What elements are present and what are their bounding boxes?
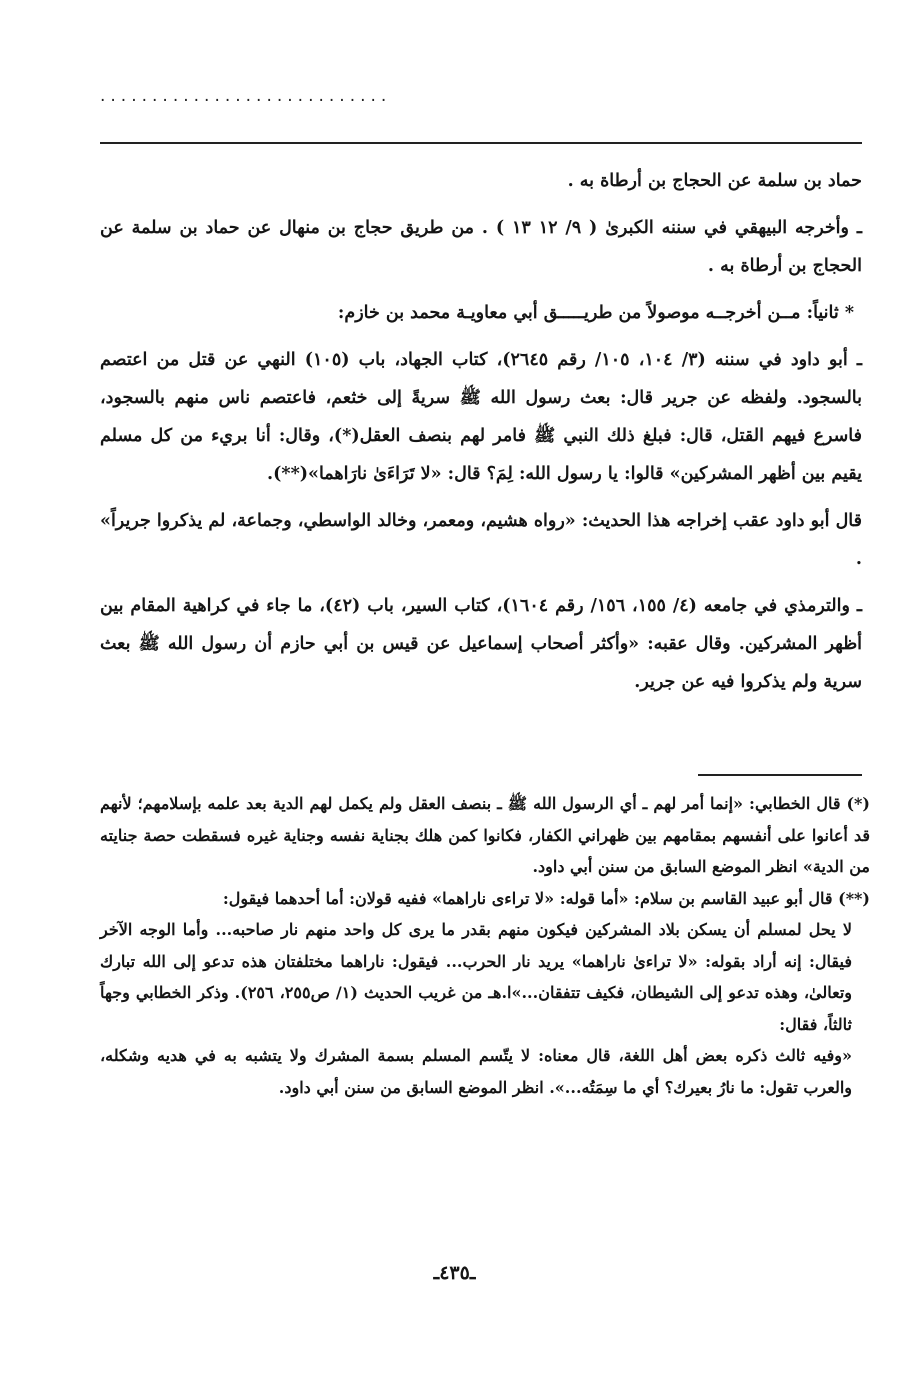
section-heading-second: * ثانياً: مــن أخرجــه موصولاً من طريـــــق أبي معاويـة محمد بن خازم: [337,303,854,323]
main-text [100,162,862,710]
footnote-2-third-view: «وفيه ثالث ذكره بعض أهل اللغة، قال معناه: لا يتّسم المسلم بسمة المشرك ولا يتشبه به في هديه وشكله، والعرب تقول: ما نارُ بعيرك؟ أي ما سِمَتُه...». انظر الموضع السابق من سنن أبي داود. [100,1046,852,1097]
footnote-rule [698,774,862,776]
paragraph-abu-dawud-comment: قال أبو داود عقب إخراجه هذا الحديث: «رواه هشيم، ومعمر، وخالد الواسطي، وجماعة، لم يذكروا جريراً» . [100,511,862,569]
header-ellipsis: ............................ [100,86,392,106]
paragraph-bayhaqi: ـ وأخرجه البيهقي في سننه الكبرىٰ ( ٩/ ١٢ ١٣ ) . من طريق حجاج بن منهال عن حماد بن سلمة عن الحجاج بن أرطاة به . [100,218,862,276]
paragraph-tirmidhi: ـ والترمذي في جامعه (٤/ ١٥٥، ١٥٦/ رقم ١٦٠٤)، كتاب السير، باب (٤٢)، ما جاء في كراهية المقام بين أظهر المشركين. وقال عقبه: «وأكثر أصحاب إسماعيل عن قيس بن أبي حازم أن رسول الله ﷺ بعث سرية ولم يذكروا فيه عن جرير. [100,596,862,692]
paragraph-abu-dawud: ـ أبو داود في سننه (٣/ ١٠٤، ١٠٥/ رقم ٢٦٤٥)، كتاب الجهاد، باب (١٠٥) النهي عن قتل من اعتصم بالسجود. ولفظه عن جرير قال: بعث رسول الله ﷺ سريةً إلى خثعم، فاعتصم ناس منهم بالسجود، فاسرع فيهم القتل، قال: فبلغ ذلك النبي ﷺ فامر لهم بنصف العقل(*)، وقال: أنا بريء من كل مسلم يقيم بين أظهر المشركين» قالوا: يا رسول الله: لِمَ؟ قال: «لا تَرَاءَىٰ نارَاهما»(**). [100,350,863,484]
footnote-2-intro: (**) قال أبو عبيد القاسم بن سلام: «أما قوله: «لا تراءى ناراهما» ففيه قولان: أما أحدهما فيقول: [222,888,870,908]
page-number: ـ٤٣٥ـ [433,1262,476,1284]
footnotes [100,788,870,1103]
header-rule [100,142,862,144]
paragraph-continuation: حماد بن سلمة عن الحجاج بن أرطاة به . [567,171,862,191]
footnote-1: (*) قال الخطابي: «إنما أمر لهم ـ أي الرسول الله ﷺ ـ بنصف العقل ولم يكمل لهم الدية بعد علمه بإسلامهم؛ لأنهم قد أعانوا على أنفسهم بمقامهم بين ظهراني الكفار، فكانوا كمن هلك بجناية نفسه وجناية غيره فسقطت حصة جنايته من الدية» انظر الموضع السابق من سنن أبي داود. [100,794,871,876]
footnote-2-quote: لا يحل لمسلم أن يسكن بلاد المشركين فيكون منهم بقدر ما يرى كل واحد منهم نار صاحبه... وأما الوجه الآخر فيقال: إنه أراد بقوله: «لا تراءىٰ ناراهما» يريد نار الحرب... فيقول: ناراهما مختلفتان هذه تدعو إلى الله تبارك وتعالىٰ، وهذه تدعو إلى الشيطان، فكيف تتفقان...»ا.هـ من غريب الحديث (١/ ص٢٥٥، ٢٥٦). وذكر الخطابي وجهاً ثالثاً، فقال: [100,920,853,1034]
